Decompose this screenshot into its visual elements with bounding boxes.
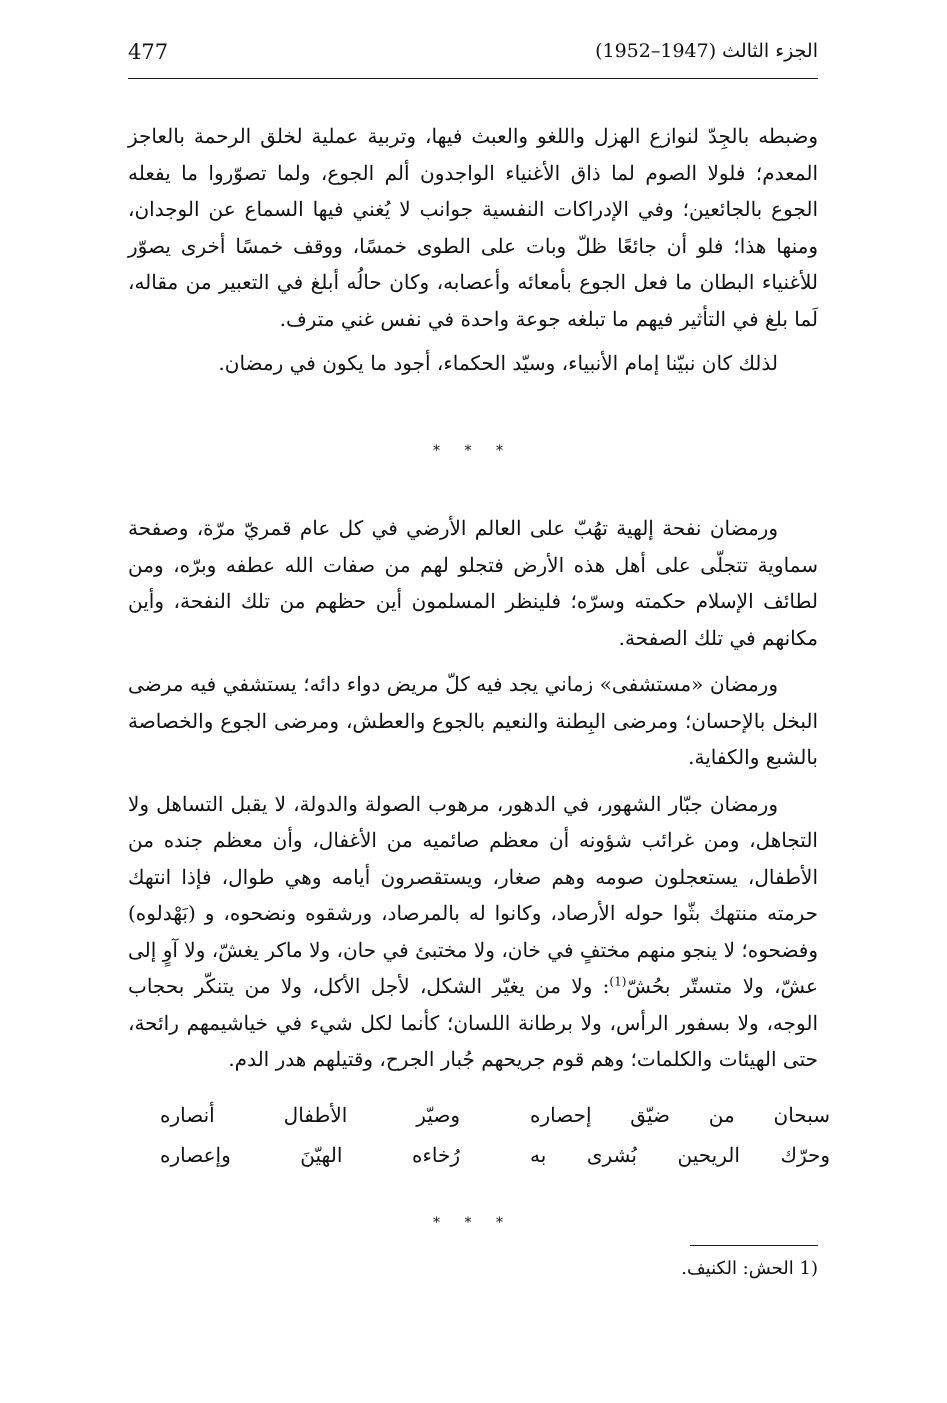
section-one (128, 118, 818, 382)
footnote-number: 1) (799, 1258, 818, 1279)
poem (160, 1103, 830, 1183)
footnote-text: الحش: الكنيف. (681, 1258, 794, 1279)
paragraph-tyrant-of-months (128, 786, 818, 1078)
paragraph-prophet-generosity: لذلك كان نبيّنا إمام الأنبياء، وسيّد الحكماء، أجود ما يكون في رمضان. (218, 351, 778, 375)
paragraph-divine-breeze: ورمضان نفحة إلهية تهُبّ على العالم الأرضي في كل عام قمريّ مرّة، وصفحة سماوية تتجلّى على أهل هذه الأرض فتجلو لهم من صفات الله عطفه وبرّه، ومن لطائف الإسلام حكمته وسرّه؛ فلينظر المسلمون أين حظهم من تلك النفحة، وأين مكانهم في تلك الصفحة. (128, 516, 818, 650)
paragraph-tyrant-text-b: : ولا من يغيّر الشكل، لأجل الأكل، ولا من يتنكّر بحجاب الوجه، ولا بسفور الرأس، ولا برطانة اللسان؛ كأنما لكل شيء في خياشيمهم رائحة، حتى الهيئات والكلمات؛ وهم قوم جريحهم جُبار الجرح، وقتيلهم هدر الدم. (128, 974, 818, 1071)
poem-verse (160, 1103, 830, 1143)
page-header (128, 36, 818, 79)
footnote (500, 1258, 818, 1279)
paragraph-hospital: ورمضان «مستشفى» زماني يجد فيه كلّ مريض دواء دائه؛ يستشفي فيه مرضى البخل بالإحسان؛ ومرضى البِطنة والنعيم بالجوع والعطش، ومرضى الجوع والخصاصة بالشبع والكفاية. (128, 672, 818, 769)
poem-first-hemistich: سبحان من ضيّق إحصاره (530, 1103, 830, 1127)
paragraph-fasting-wisdom: وضبطه بالجِدّ لنوازع الهزل واللغو والعبث فيها، وتربية عملية لخلق الرحمة بالعاجز المعدم؛ فلولا الصوم لما ذاق الأغنياء الواجدون ألم الجوع، ولما تصوّروا ما يفعله الجوع بالجائعين؛ وفي الإدراكات النفسية جوانب لا يُغني فيها السماع عن الوجدان، ومنها هذا؛ فلو أن جائعًا ظلّ وبات على الطوى خمسًا، ووقف خمسًا أخرى يصوّر للأغنياء البطان ما فعل الجوع بأمعائه وأعصابه، وكان حالُه أبلغ في التعبير من مقاله، لَما بلغ في التأثير فيهم ما تبلغه جوعة واحدة في نفس غني مترف. (128, 124, 818, 331)
footnote-divider (690, 1245, 818, 1246)
running-head: الجزء الثالث (1947–1952) (595, 40, 818, 62)
footnote-reference: (1) (609, 974, 627, 989)
poem-first-hemistich: وحرّك الريحين بُشرى به (530, 1143, 830, 1167)
section-separator: * * * (433, 443, 513, 459)
poem-second-hemistich: رُخاءه الهيّنَ وإعصاره (160, 1143, 460, 1167)
poem-second-hemistich: وصيّر الأطفال أنصاره (160, 1103, 460, 1127)
paragraph-tyrant-text-a: ورمضان جبّار الشهور، في الدهور، مرهوب الصولة والدولة، لا يقبل التساهل ولا التجاهل، ومن غرائب شؤونه أن معظم صائميه من الأغفال، وأن معظم جنده من الأطفال، يستعجلون صومه وهم صغار، ويستقصرون أيامه وهي طوال، فإذا انتهك حرمته منتهك بثّوا حوله الأرصاد، وكانوا له بالمرصاد، ورشقوه ونضحوه، و (بَهْدلوه) وفضحوه؛ لا ينجو منهم مختفٍ في خان، ولا مختبئ في حان، ولا ماكر يغشّ، ولا آوٍ إلى عشّ، ولا متستّر بحُشّ (128, 791, 819, 998)
poem-verse (160, 1143, 830, 1183)
page-number: 477 (128, 40, 169, 64)
section-two (128, 510, 818, 1078)
section-separator-end: * * * (433, 1215, 513, 1231)
